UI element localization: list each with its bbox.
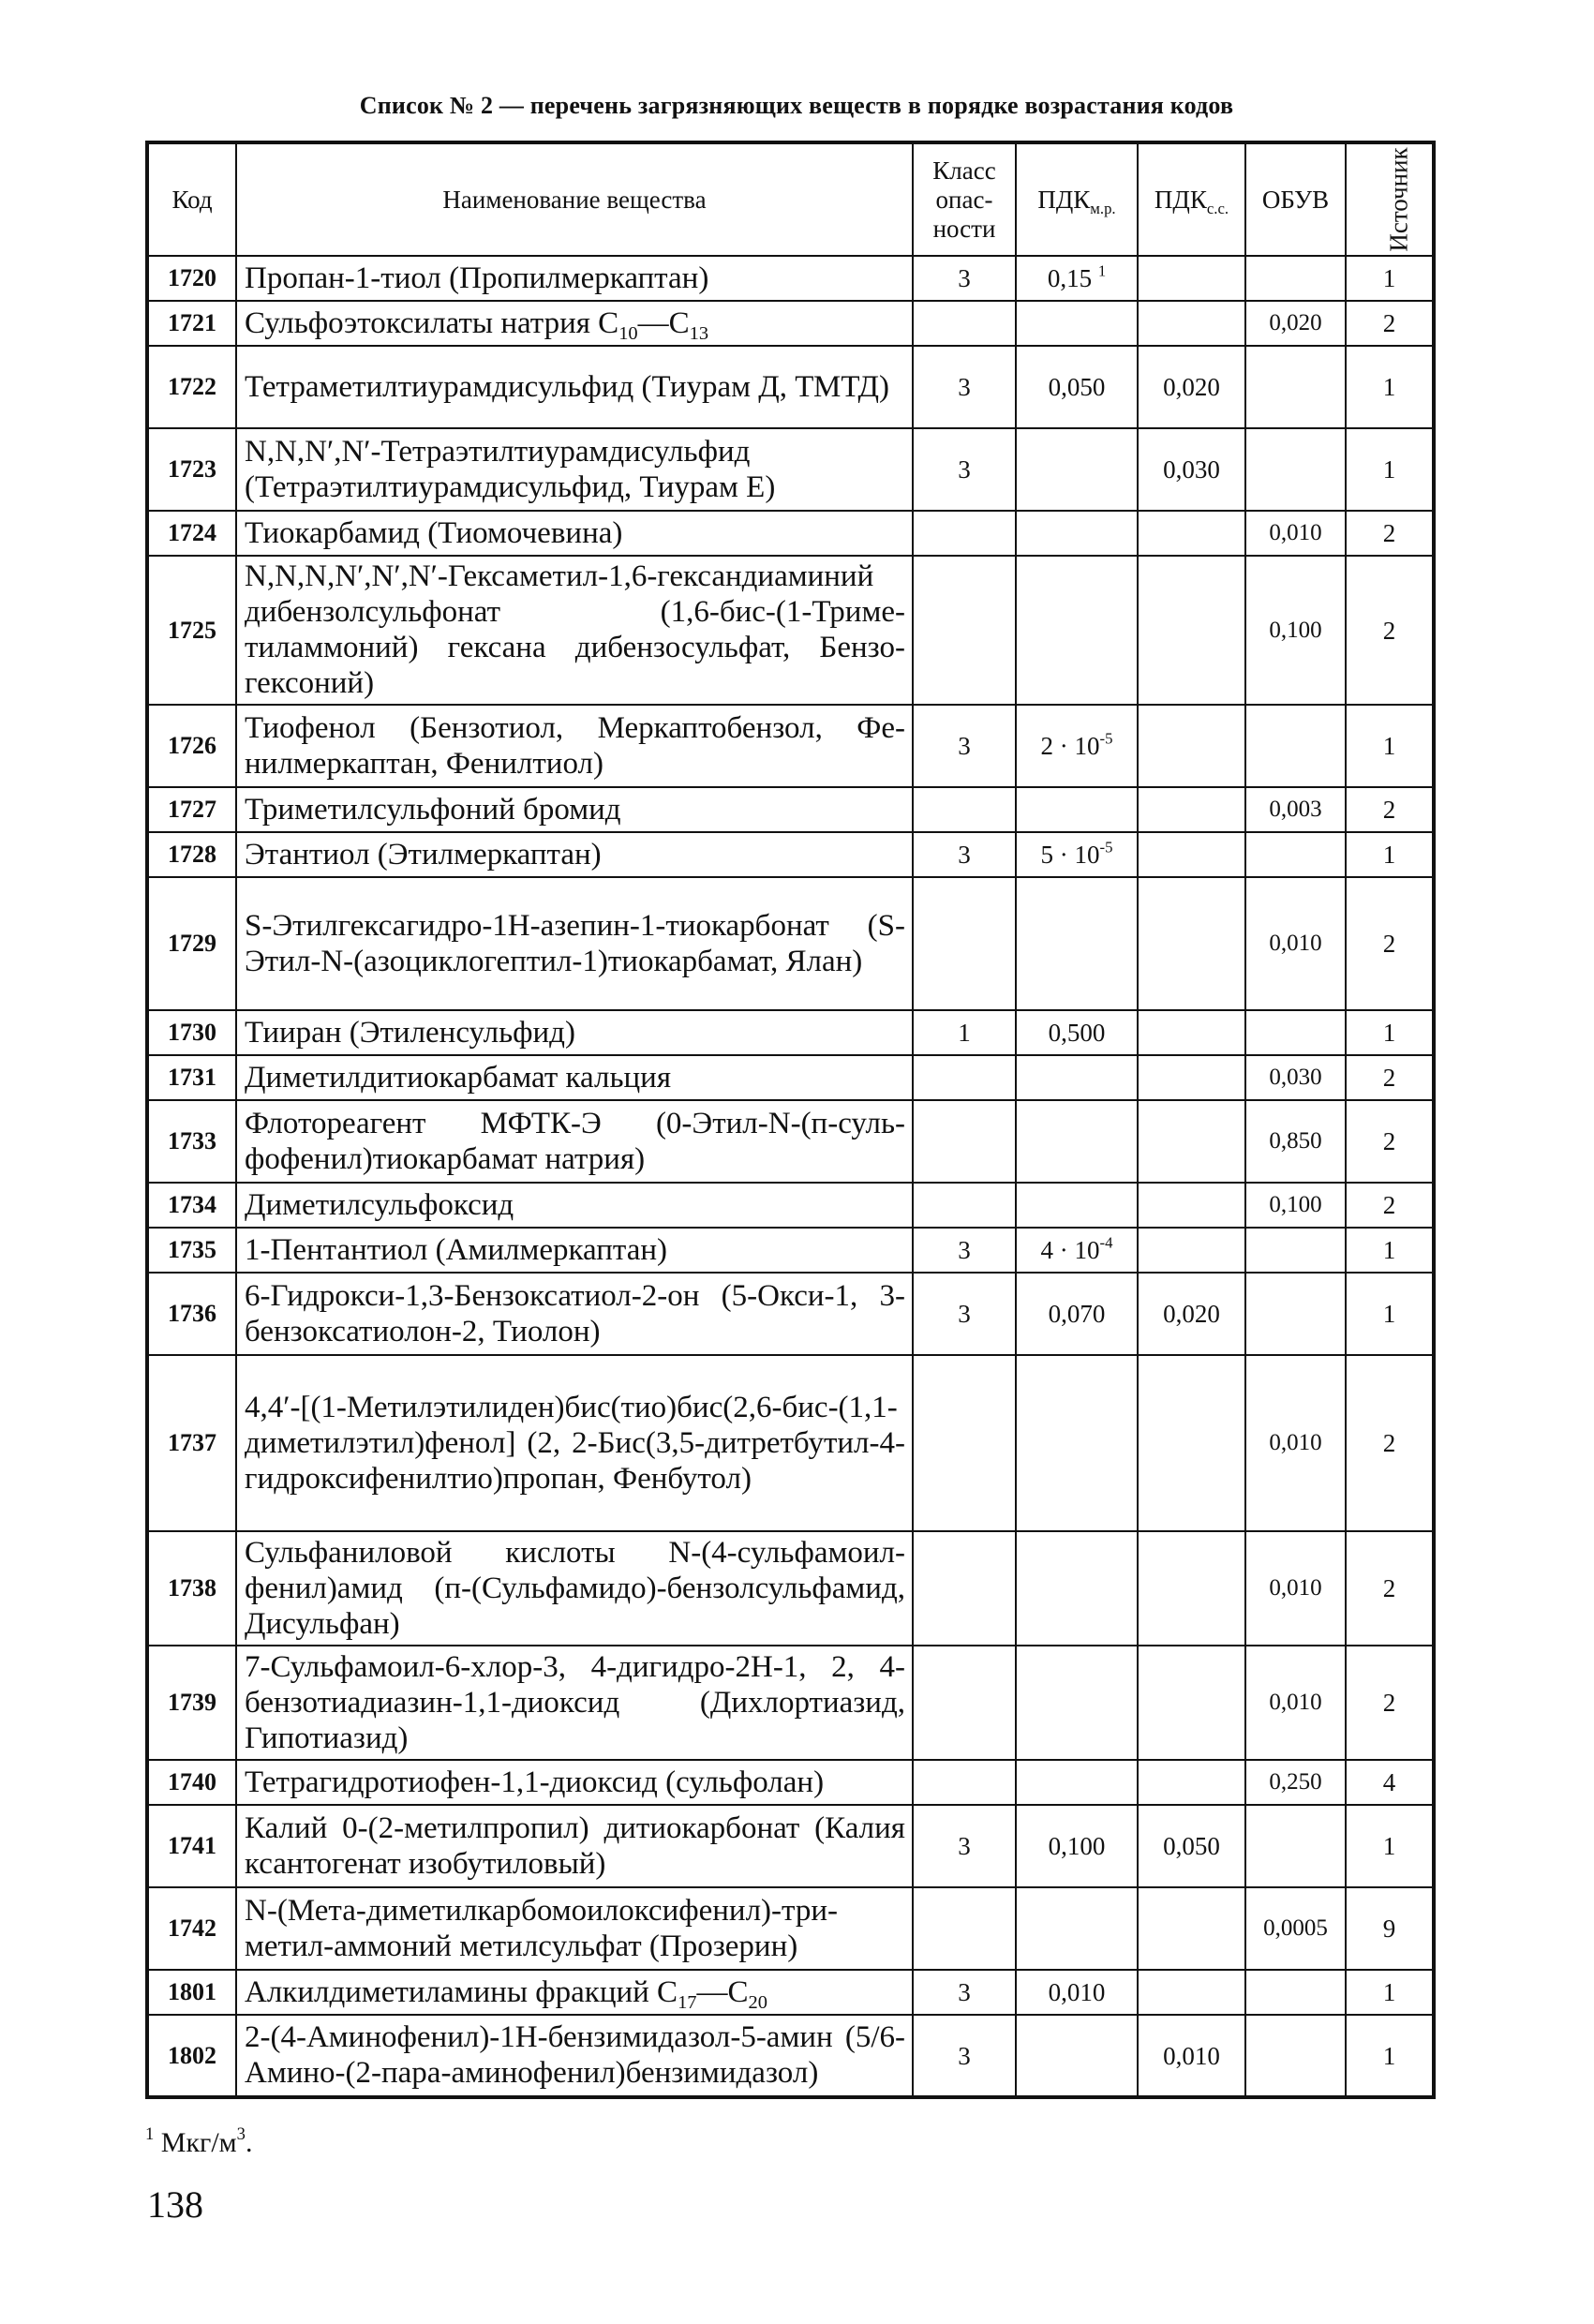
pdk-ss-cell <box>1138 511 1245 556</box>
header-name: Наименование вещества <box>236 142 913 256</box>
name-cell: 4,4′-[(1-Метилэтилиден)бис(тио)бис(2,6-бис-(1,1-диметилэтил)фенол] (2, 2-Бис(3,5-дитретбутил-4-гидроксифенилтио)пропан, Фенбутол) <box>236 1355 913 1531</box>
code-cell: 1731 <box>147 1055 236 1100</box>
hazard-class-cell: 3 <box>913 2015 1016 2097</box>
name-cell: Тетрагидротиофен-1,1-диоксид (сульфолан) <box>236 1760 913 1805</box>
source-cell: 2 <box>1346 1531 1434 1646</box>
header-obuv: ОБУВ <box>1245 142 1346 256</box>
pdk-ss-cell <box>1138 1760 1245 1805</box>
source-cell: 2 <box>1346 511 1434 556</box>
source-cell: 1 <box>1346 832 1434 877</box>
name-cell: 7-Сульфамоил-6-хлор-3, 4-дигидро-2H-1, 2, 4-бензотиадиазин-1,1-диоксид (Дихлортиазид, Гипотиазид) <box>236 1646 913 1760</box>
table-row <box>147 511 1434 556</box>
obuv-cell <box>1245 1805 1346 1887</box>
pdk-mr-cell <box>1016 511 1138 556</box>
header-code: Код <box>147 142 236 256</box>
header-pdk-mr: $ПДК_{м.р.}$ <box>1016 142 1138 256</box>
hazard-class-cell: 3 <box>913 705 1016 787</box>
obuv-cell <box>1245 1010 1346 1055</box>
table-row <box>147 346 1434 428</box>
pdk-ss-cell <box>1138 1228 1245 1273</box>
table-row <box>147 1760 1434 1805</box>
pdk-ss-cell: 0,010 <box>1138 2015 1245 2097</box>
obuv-cell: 0,010 <box>1245 1646 1346 1760</box>
substances-table <box>145 141 1436 2099</box>
name-cell: Диметилдитиокарбамат кальция <box>236 1055 913 1100</box>
pdk-ss-cell <box>1138 705 1245 787</box>
pdk-mr-cell <box>1016 877 1138 1010</box>
hazard-class-cell: 3 <box>913 346 1016 428</box>
header-source: Источник <box>1346 142 1434 256</box>
name-cell: Тиофенол (Бензотиол, Меркаптобензол, Фенилмеркаптан, Фенилтиол) <box>236 705 913 787</box>
pdk-mr-cell: 0,010 <box>1016 1970 1138 2015</box>
pdk-ss-cell <box>1138 256 1245 301</box>
name-cell: Тииран (Этиленсульфид) <box>236 1010 913 1055</box>
pdk-ss-cell <box>1138 1355 1245 1531</box>
source-cell: 2 <box>1346 1646 1434 1760</box>
pdk-mr-cell: 0,100 <box>1016 1805 1138 1887</box>
hazard-class-cell <box>913 1355 1016 1531</box>
obuv-cell: 0,250 <box>1245 1760 1346 1805</box>
pdk-ss-cell <box>1138 877 1245 1010</box>
source-cell: 1 <box>1346 2015 1434 2097</box>
pdk-ss-cell <box>1138 1100 1245 1183</box>
code-cell: 1734 <box>147 1183 236 1228</box>
code-cell: 1728 <box>147 832 236 877</box>
code-cell: 1721 <box>147 301 236 346</box>
source-cell: 2 <box>1346 877 1434 1010</box>
hazard-class-cell <box>913 1531 1016 1646</box>
table-row <box>147 1183 1434 1228</box>
table-row <box>147 832 1434 877</box>
code-cell: 1738 <box>147 1531 236 1646</box>
pdk-mr-cell <box>1016 1183 1138 1228</box>
obuv-cell: 0,030 <box>1245 1055 1346 1100</box>
pdk-mr-cell: 0,500 <box>1016 1010 1138 1055</box>
code-cell: 1742 <box>147 1887 236 1970</box>
table-row <box>147 787 1434 832</box>
table-row <box>147 1010 1434 1055</box>
source-cell: 1 <box>1346 1805 1434 1887</box>
hazard-class-cell <box>913 1646 1016 1760</box>
hazard-class-cell: 3 <box>913 1970 1016 2015</box>
obuv-cell <box>1245 346 1346 428</box>
hazard-class-cell <box>913 1760 1016 1805</box>
code-cell: 1802 <box>147 2015 236 2097</box>
pdk-ss-cell <box>1138 301 1245 346</box>
table-row <box>147 1970 1434 2015</box>
pdk-mr-cell <box>1016 1055 1138 1100</box>
code-cell: 1722 <box>147 346 236 428</box>
hazard-class-cell: 3 <box>913 1228 1016 1273</box>
hazard-class-cell <box>913 787 1016 832</box>
code-cell: 1736 <box>147 1273 236 1355</box>
table-row <box>147 705 1434 787</box>
name-cell: N,N,N′,N′-Тетраэтилтиурамдисульфид (Тетраэтилтиурамдисульфид, Тиурам Е) <box>236 428 913 511</box>
pdk-mr-cell: 0,15 $^1$ <box>1016 256 1138 301</box>
source-cell: 1 <box>1346 346 1434 428</box>
pdk-ss-cell: 0,020 <box>1138 346 1245 428</box>
pdk-mr-cell <box>1016 787 1138 832</box>
source-cell: 4 <box>1346 1760 1434 1805</box>
hazard-class-cell: 3 <box>913 1805 1016 1887</box>
obuv-cell: 0,020 <box>1245 301 1346 346</box>
obuv-cell <box>1245 428 1346 511</box>
header-pdk-ss: $ПДК_{с.с.}$ <box>1138 142 1245 256</box>
pdk-mr-cell: 0,050 <box>1016 346 1138 428</box>
obuv-cell: 0,003 <box>1245 787 1346 832</box>
name-cell: 6-Гидрокси-1,3-Бензоксатиол-2-он (5-Окси-1, 3-бензоксатиолон-2, Тиолон) <box>236 1273 913 1355</box>
hazard-class-cell: 1 <box>913 1010 1016 1055</box>
obuv-cell: 0,010 <box>1245 1355 1346 1531</box>
name-cell: 2-(4-Аминофенил)-1H-бензимидазол-5-амин (5/6-Амино-(2-пара-аминофенил)бензимидазол) <box>236 2015 913 2097</box>
obuv-cell: 0,850 <box>1245 1100 1346 1183</box>
source-cell: 2 <box>1346 1183 1434 1228</box>
pdk-mr-cell: $5 \cdot 10^{-5}$ <box>1016 832 1138 877</box>
pdk-ss-cell <box>1138 1183 1245 1228</box>
hazard-class-cell <box>913 1887 1016 1970</box>
table-row <box>147 1887 1434 1970</box>
source-cell: 1 <box>1346 428 1434 511</box>
table-row <box>147 1055 1434 1100</box>
source-cell: 2 <box>1346 787 1434 832</box>
obuv-cell <box>1245 256 1346 301</box>
footnote: $^1$ Мкг/$м^3$. <box>145 2123 253 2158</box>
code-cell: 1723 <box>147 428 236 511</box>
hazard-class-cell: 3 <box>913 428 1016 511</box>
name-cell: Флотореагент МФТК-Э (0-Этил-N-(п-сульфофенил)тиокарбамат натрия) <box>236 1100 913 1183</box>
pdk-mr-cell <box>1016 1646 1138 1760</box>
name-cell: Этантиол (Этилмеркаптан) <box>236 832 913 877</box>
pdk-ss-cell <box>1138 1970 1245 2015</box>
obuv-cell: 0,010 <box>1245 1531 1346 1646</box>
page-number: 138 <box>147 2183 203 2226</box>
obuv-cell <box>1245 832 1346 877</box>
name-cell: Триметилсульфоний бромид <box>236 787 913 832</box>
code-cell: 1735 <box>147 1228 236 1273</box>
pdk-mr-cell <box>1016 428 1138 511</box>
hazard-class-cell: 3 <box>913 832 1016 877</box>
obuv-cell: 0,010 <box>1245 877 1346 1010</box>
hazard-class-cell <box>913 1183 1016 1228</box>
obuv-cell <box>1245 1273 1346 1355</box>
pdk-ss-cell <box>1138 787 1245 832</box>
source-cell: 1 <box>1346 1228 1434 1273</box>
source-cell: 2 <box>1346 1355 1434 1531</box>
table-row <box>147 1273 1434 1355</box>
pdk-ss-cell <box>1138 1010 1245 1055</box>
source-cell: 2 <box>1346 1055 1434 1100</box>
code-cell: 1741 <box>147 1805 236 1887</box>
hazard-class-cell: 3 <box>913 1273 1016 1355</box>
code-cell: 1727 <box>147 787 236 832</box>
code-cell: 1730 <box>147 1010 236 1055</box>
code-cell: 1726 <box>147 705 236 787</box>
source-cell: 1 <box>1346 256 1434 301</box>
pdk-mr-cell <box>1016 1531 1138 1646</box>
table-row <box>147 1805 1434 1887</box>
code-cell: 1739 <box>147 1646 236 1760</box>
obuv-cell: 0,0005 <box>1245 1887 1346 1970</box>
obuv-cell <box>1245 1970 1346 2015</box>
pdk-ss-cell: 0,050 <box>1138 1805 1245 1887</box>
pdk-ss-cell <box>1138 556 1245 705</box>
table-row <box>147 256 1434 301</box>
table-row <box>147 428 1434 511</box>
table-row <box>147 1646 1434 1760</box>
obuv-cell: 0,010 <box>1245 511 1346 556</box>
source-cell: 2 <box>1346 556 1434 705</box>
pdk-mr-cell <box>1016 556 1138 705</box>
header-hazard-class: Класс опасности <box>913 142 1016 256</box>
name-cell: Диметилсульфоксид <box>236 1183 913 1228</box>
source-cell: 1 <box>1346 1273 1434 1355</box>
name-cell: Сульфаниловой кислоты N-(4-сульфамоилфенил)амид (п-(Сульфамидо)-бензолсульфамид, Дисульфан) <box>236 1531 913 1646</box>
name-cell: N-(Мета-диметилкарбомоилоксифенил)-триметил-аммоний метилсульфат (Прозерин) <box>236 1887 913 1970</box>
pdk-mr-cell: $2 \cdot 10^{-5}$ <box>1016 705 1138 787</box>
code-cell: 1801 <box>147 1970 236 2015</box>
table-row <box>147 1355 1434 1531</box>
table-row <box>147 556 1434 705</box>
pdk-ss-cell <box>1138 1531 1245 1646</box>
pdk-ss-cell <box>1138 1887 1245 1970</box>
code-cell: 1720 <box>147 256 236 301</box>
table-row <box>147 1228 1434 1273</box>
pdk-mr-cell <box>1016 1887 1138 1970</box>
pdk-mr-cell <box>1016 1100 1138 1183</box>
table-row <box>147 877 1434 1010</box>
pdk-ss-cell <box>1138 1646 1245 1760</box>
obuv-cell: 0,100 <box>1245 556 1346 705</box>
source-cell: 9 <box>1346 1887 1434 1970</box>
name-cell: Сульфоэтоксилаты натрия $C_{10}—C_{13}$ <box>236 301 913 346</box>
pdk-mr-cell <box>1016 301 1138 346</box>
hazard-class-cell <box>913 877 1016 1010</box>
name-cell: S-Этилгексагидро-1H-азепин-1-тиокарбонат (S-Этил-N-(азоциклогептил-1)тиокарбамат, Ялан) <box>236 877 913 1010</box>
hazard-class-cell: 3 <box>913 256 1016 301</box>
obuv-cell: 0,100 <box>1245 1183 1346 1228</box>
source-cell: 1 <box>1346 1010 1434 1055</box>
pdk-ss-cell <box>1138 1055 1245 1100</box>
name-cell: Пропан-1-тиол (Пропилмеркаптан) <box>236 256 913 301</box>
name-cell: 1-Пентантиол (Амилмеркаптан) <box>236 1228 913 1273</box>
name-cell: Алкилдиметиламины фракций $C_{17}—C_{20}$ <box>236 1970 913 2015</box>
name-cell: Калий 0-(2-метилпропил) дитиокарбонат (Калия ксантогенат изобутиловый) <box>236 1805 913 1887</box>
hazard-class-cell <box>913 511 1016 556</box>
hazard-class-cell <box>913 556 1016 705</box>
name-cell: N,N,N,N′,N′,N′-Гексаметил-1,6-гександиаминий дибензолсульфонат (1,6-бис-(1-Триметиламмоний) гексана дибензосульфат, Бензогексоний) <box>236 556 913 705</box>
table-row <box>147 2015 1434 2097</box>
table-row <box>147 1531 1434 1646</box>
pdk-ss-cell <box>1138 832 1245 877</box>
code-cell: 1729 <box>147 877 236 1010</box>
code-cell: 1725 <box>147 556 236 705</box>
pdk-mr-cell <box>1016 2015 1138 2097</box>
code-cell: 1733 <box>147 1100 236 1183</box>
code-cell: 1724 <box>147 511 236 556</box>
table-row <box>147 1100 1434 1183</box>
code-cell: 1740 <box>147 1760 236 1805</box>
pdk-mr-cell <box>1016 1355 1138 1531</box>
source-cell: 2 <box>1346 301 1434 346</box>
obuv-cell <box>1245 2015 1346 2097</box>
table-row <box>147 301 1434 346</box>
pdk-ss-cell: 0,020 <box>1138 1273 1245 1355</box>
pdk-mr-cell: 0,070 <box>1016 1273 1138 1355</box>
source-cell: 1 <box>1346 705 1434 787</box>
pdk-mr-cell: $4 \cdot 10^{-4}$ <box>1016 1228 1138 1273</box>
hazard-class-cell <box>913 1100 1016 1183</box>
source-cell: 1 <box>1346 1970 1434 2015</box>
name-cell: Тиокарбамид (Тиомочевина) <box>236 511 913 556</box>
obuv-cell <box>1245 1228 1346 1273</box>
code-cell: 1737 <box>147 1355 236 1531</box>
obuv-cell <box>1245 705 1346 787</box>
hazard-class-cell <box>913 1055 1016 1100</box>
header-row <box>147 142 1434 256</box>
source-cell: 2 <box>1346 1100 1434 1183</box>
hazard-class-cell <box>913 301 1016 346</box>
pdk-ss-cell: 0,030 <box>1138 428 1245 511</box>
pdk-mr-cell <box>1016 1760 1138 1805</box>
name-cell: Тетраметилтиурамдисульфид (Тиурам Д, ТМТД) <box>236 346 913 428</box>
page-title: Список № 2 — перечень загрязняющих веществ в порядке возрастания кодов <box>359 92 1234 119</box>
